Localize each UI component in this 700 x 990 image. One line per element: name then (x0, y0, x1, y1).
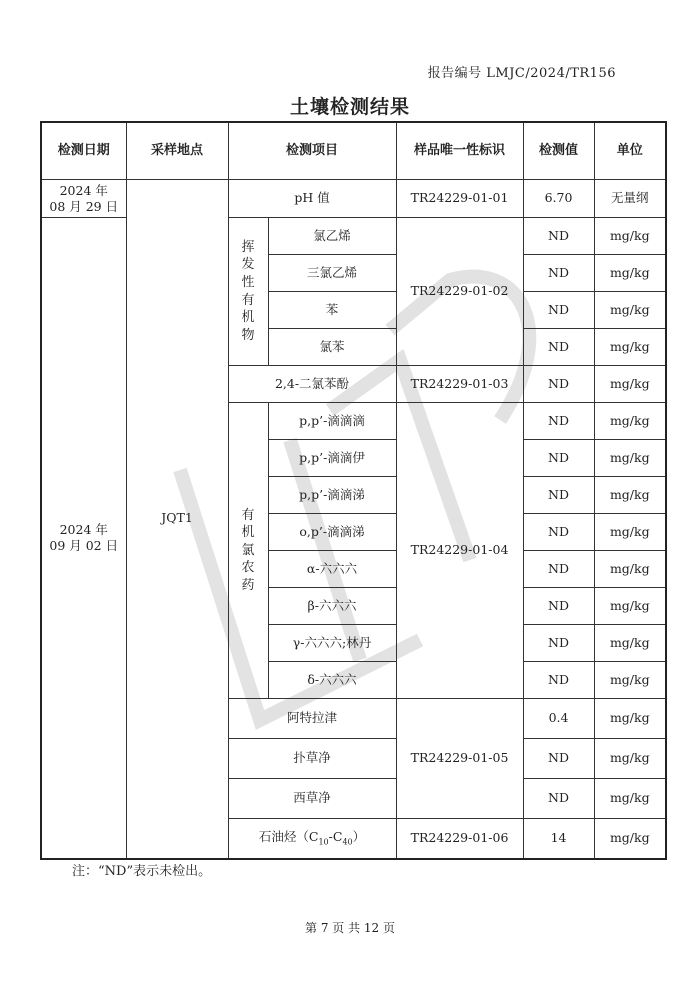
item-cell: 2,4-二氯苯酚 (228, 366, 396, 403)
unit-cell: mg/kg (594, 403, 666, 440)
table-row (41, 180, 666, 218)
value-cell: ND (523, 403, 594, 440)
page-title: 土壤检测结果 (289, 96, 410, 118)
unit-cell: mg/kg (594, 819, 666, 859)
item-cell: p,p’-滴滴滴 (268, 403, 396, 440)
value-cell: 14 (523, 819, 594, 859)
date-cell: 2024 年 08 月 29 日 (41, 180, 126, 218)
item-cell: β-六六六 (268, 588, 396, 625)
unit-cell: mg/kg (594, 218, 666, 255)
column-header: 样品唯一性标识 (396, 122, 523, 180)
item-cell: 苯 (268, 292, 396, 329)
value-cell: 0.4 (523, 699, 594, 739)
unit-cell: mg/kg (594, 551, 666, 588)
table-header-row (41, 122, 666, 180)
unit-cell: mg/kg (594, 514, 666, 551)
column-header: 检测值 (523, 122, 594, 180)
value-cell: ND (523, 514, 594, 551)
item-cell: o,p’-滴滴涕 (268, 514, 396, 551)
sample-id-cell: TR24229-01-04 (396, 403, 523, 699)
value-cell: ND (523, 329, 594, 366)
value-cell: ND (523, 588, 594, 625)
item-cell: 氯苯 (268, 329, 396, 366)
unit-cell: mg/kg (594, 255, 666, 292)
group-label-text: 有机氯农药 (241, 507, 255, 593)
item-cell: 氯乙烯 (268, 218, 396, 255)
item-cell: 三氯乙烯 (268, 255, 396, 292)
item-cell: p,p’-滴滴涕 (268, 477, 396, 514)
value-cell: ND (523, 662, 594, 699)
value-cell: ND (523, 366, 594, 403)
page-number: 第 7 页 共 12 页 (305, 921, 395, 935)
value-cell: ND (523, 551, 594, 588)
item-cell: 扑草净 (228, 739, 396, 779)
column-header: 单位 (594, 122, 666, 180)
item-cell: 阿特拉津 (228, 699, 396, 739)
unit-cell: mg/kg (594, 366, 666, 403)
unit-cell: mg/kg (594, 739, 666, 779)
item-cell: α-六六六 (268, 551, 396, 588)
item-cell: 西草净 (228, 779, 396, 819)
report-number: 报告编号 LMJC/2024/TR156 (427, 66, 616, 81)
value-cell: ND (523, 625, 594, 662)
value-cell: ND (523, 440, 594, 477)
item-cell (228, 819, 396, 859)
item-mid: -C (328, 828, 343, 844)
unit-cell: 无量纲 (594, 180, 666, 218)
date-cell: 2024 年 09 月 02 日 (41, 218, 126, 859)
group-label-text: 挥发性有机物 (241, 239, 255, 343)
item-subscript: 10 (318, 837, 329, 847)
unit-cell: mg/kg (594, 625, 666, 662)
sample-id-cell: TR24229-01-05 (396, 699, 523, 819)
value-cell: ND (523, 218, 594, 255)
unit-cell: mg/kg (594, 477, 666, 514)
footnote: 注：“ND”表示未检出。 (72, 864, 212, 879)
unit-cell: mg/kg (594, 440, 666, 477)
sample-id-cell: TR24229-01-06 (396, 819, 523, 859)
group-label-ocp (228, 403, 268, 699)
item-cell: p,p’-滴滴伊 (268, 440, 396, 477)
unit-cell: mg/kg (594, 292, 666, 329)
results-table (40, 121, 667, 860)
column-header: 采样地点 (126, 122, 228, 180)
unit-cell: mg/kg (594, 329, 666, 366)
location-cell: JQT1 (126, 180, 228, 859)
value-cell: ND (523, 739, 594, 779)
sample-id-cell: TR24229-01-01 (396, 180, 523, 218)
unit-cell: mg/kg (594, 662, 666, 699)
item-prefix: 石油烃（C (258, 828, 319, 844)
item-subscript: 40 (342, 837, 353, 847)
item-suffix: ） (352, 828, 366, 844)
value-cell: ND (523, 779, 594, 819)
column-header: 检测日期 (41, 122, 126, 180)
unit-cell: mg/kg (594, 699, 666, 739)
value-cell: 6.70 (523, 180, 594, 218)
sample-id-cell: TR24229-01-02 (396, 218, 523, 366)
item-cell: pH 值 (228, 180, 396, 218)
sample-id-cell: TR24229-01-03 (396, 366, 523, 403)
value-cell: ND (523, 477, 594, 514)
item-cell: γ-六六六;林丹 (268, 625, 396, 662)
group-label-voc (228, 218, 268, 366)
value-cell: ND (523, 255, 594, 292)
unit-cell: mg/kg (594, 779, 666, 819)
unit-cell: mg/kg (594, 588, 666, 625)
value-cell: ND (523, 292, 594, 329)
item-cell: δ-六六六 (268, 662, 396, 699)
column-header: 检测项目 (228, 122, 396, 180)
